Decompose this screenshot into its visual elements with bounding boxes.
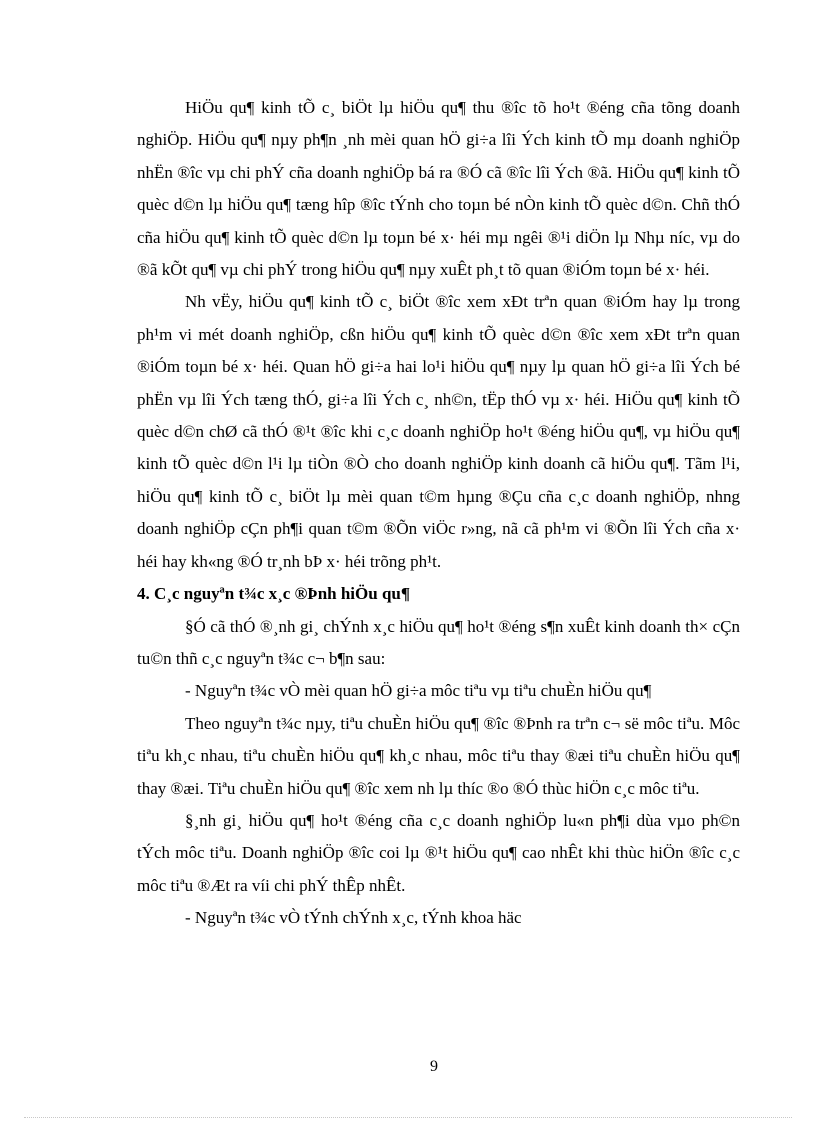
bullet-principle-2: - Nguyªn t¾c vÒ tÝnh chÝnh x¸c, tÝnh khoa häc [185,908,522,928]
paragraph-2: Nh vËy, hiÖu qu¶ kinh tÕ c¸ biÖt ®îc xem xÐt trªn quan ®iÓm hay lµ trong ph¹m vi mét doanh nghiÖp, cßn hiÖu qu¶ kinh tÕ quèc d©n ®îc xem xÐt trªn quan ®iÓm toµn bé x· héi. Quan hÖ gi÷a hai lo¹i hiÖu qu¶ nµy lµ quan hÖ gi÷a lîi Ých bé phËn vµ lîi Ých tæng thÓ, gi÷a lîi Ých c¸ nh©n, tËp thÓ vµ x· héi. HiÖu qu¶ kinh tÕ quèc d©n chØ cã thÓ ®¹t ®îc khi c¸c doanh nghiÖp ho¹t ®éng hiÖu qu¶, vµ hiÖu qu¶ kinh tÕ quèc d©n l¹i lµ tiÒn ®Ò cho doanh nghiÖp kinh doanh cã hiÖu qu¶. Tãm l¹i, hiÖu qu¶ kinh tÕ c¸ biÖt lµ mèi quan t©m hµng ®Çu cña c¸c doanh nghiÖp, nhng doanh nghiÖp cÇn ph¶i quan t©m ®Õn viÖc r»ng, nã cã ph¹m vi ®Õn lîi Ých cña x· héi hay kh«ng ®Ó tr¸nh bÞ x· héi trõng ph¹t. [137,292,740,571]
body-text [137,92,740,935]
paragraph-5: §¸nh gi¸ hiÖu qu¶ ho¹t ®éng cña c¸c doanh nghiÖp lu«n ph¶i dùa vµo ph©n tÝch môc tiªu. Doanh nghiÖp ®îc coi lµ ®¹t hiÖu qu¶ cao nhÊt khi thùc hiÖn ®îc c¸c môc tiªu ®Æt ra víi chi phÝ thÊp nhÊt. [137,810,740,895]
page-bottom-divider [24,1117,792,1118]
page-number: 9 [430,1058,438,1075]
bullet-principle-1: - Nguyªn t¾c vÒ mèi quan hÖ gi÷a môc tiªu vµ tiªu chuÈn hiÖu qu¶ [185,681,652,701]
paragraph-1: HiÖu qu¶ kinh tÕ c¸ biÖt lµ hiÖu qu¶ thu ®îc tõ ho¹t ®éng cña tõng doanh nghiÖp. HiÖu qu¶ nµy ph¶n ¸nh mèi quan hÖ gi÷a lîi Ých kinh tÕ mµ doanh nghiÖp nhËn ®îc vµ chi phÝ cña doanh nghiÖp bá ra ®Ó cã ®îc lîi Ých ®ã. HiÖu qu¶ kinh tÕ quèc d©n lµ hiÖu qu¶ tæng hîp ®îc tÝnh cho toµn bé nÒn kinh tÕ quèc d©n. Chñ thÓ cña hiÖu qu¶ kinh tÕ quèc d©n lµ toµn bé x· héi mµ ngêi ®¹i diÖn lµ Nhµ níc, vµ do ®ã kÕt qu¶ vµ chi phÝ trong hiÖu qu¶ nµy xuÊt ph¸t tõ quan ®iÓm toµn bé x· héi. [137,98,740,280]
section-heading: 4. C¸c nguyªn t¾c x¸c ®Þnh hiÖu qu¶ [137,584,411,604]
paragraph-3: §Ó cã thÓ ®¸nh gi¸ chÝnh x¸c hiÖu qu¶ ho¹t ®éng s¶n xuÊt kinh doanh th× cÇn tu©n thñ c¸c nguyªn t¾c c¬ b¶n sau: [137,616,740,668]
paragraph-4: Theo nguyªn t¾c nµy, tiªu chuÈn hiÖu qu¶ ®îc ®Þnh ra trªn c¬ së môc tiªu. Môc tiªu kh¸c nhau, tiªu chuÈn hiÖu qu¶ kh¸c nhau, môc tiªu thay ®æi tiªu chuÈn hiÖu qu¶ thay ®æi. Tiªu chuÈn hiÖu qu¶ ®îc xem nh lµ thíc ®o ®Ó thùc hiÖn c¸c môc tiªu. [137,713,740,798]
